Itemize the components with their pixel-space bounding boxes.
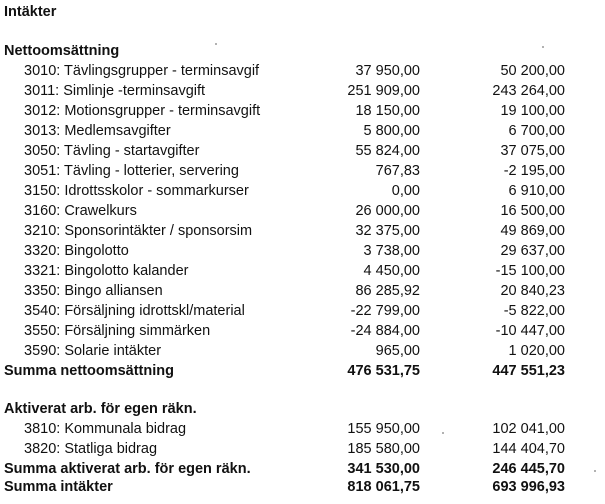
amount-previous: -10 447,00 [495,323,565,339]
page-title-row [0,2,605,22]
account-label: 3540: Försäljning idrottskl/material [24,303,245,319]
account-label: 3011: Simlinje -terminsavgift [24,83,206,99]
total-label: Summa aktiverat arb. för egen räkn. [4,461,251,477]
page-title: Intäkter [4,4,57,20]
account-label: 3350: Bingo alliansen [24,283,163,299]
amount-previous: 50 200,00 [500,63,565,79]
account-row-3012 [0,101,605,121]
account-label: 3013: Medlemsavgifter [24,123,171,139]
total-row-nettoomsattning [0,361,605,381]
scan-speck [442,432,444,434]
account-label: 3050: Tävling - startavgifter [24,143,200,159]
account-row-3051 [0,161,605,181]
amount-previous: 144 404,70 [492,441,565,457]
account-row-3320 [0,241,605,261]
account-label: 3150: Idrottsskolor - sommarkurser [24,183,249,199]
amount-current: 3 738,00 [363,243,420,259]
amount-current: 5 800,00 [363,123,420,139]
amount-current: -24 884,00 [350,323,420,339]
account-label: 3320: Bingolotto [24,243,129,259]
section-heading: Nettoomsättning [4,43,120,59]
amount-current: 37 950,00 [355,63,420,79]
account-row-3050 [0,141,605,161]
amount-previous: 6 910,00 [508,183,565,199]
amount-previous: 37 075,00 [500,143,565,159]
account-label: 3210: Sponsorintäkter / sponsorsim [24,223,253,239]
account-label: 3010: Tävlingsgrupper - terminsavgif [24,63,260,79]
section-heading-nettoomsattning [0,41,605,61]
account-row-3010 [0,61,605,81]
amount-current: -22 799,00 [350,303,420,319]
section-heading-aktiverat-arbete [0,399,605,419]
account-row-3013 [0,121,605,141]
amount-previous: -5 822,00 [503,303,565,319]
total-current: 341 530,00 [347,461,420,477]
amount-current: 767,83 [375,163,420,179]
amount-previous: 1 020,00 [508,343,565,359]
amount-previous: 243 264,00 [492,83,565,99]
amount-current: 32 375,00 [355,223,420,239]
amount-previous: 20 840,23 [500,283,565,299]
account-row-3590 [0,341,605,361]
total-label: Summa nettoomsättning [4,363,174,379]
section-heading: Aktiverat arb. för egen räkn. [4,401,197,417]
grand-total-previous: 693 996,93 [492,479,565,495]
amount-current: 26 000,00 [355,203,420,219]
account-row-3011 [0,81,605,101]
account-label: 3321: Bingolotto kalander [24,263,189,279]
account-row-3210 [0,221,605,241]
account-row-3810 [0,419,605,439]
grand-total-label: Summa intäkter [4,479,113,495]
scan-speck [542,46,544,48]
account-label: 3012: Motionsgrupper - terminsavgift [24,103,261,119]
amount-current: 155 950,00 [347,421,420,437]
scan-speck [594,470,596,472]
amount-current: 18 150,00 [355,103,420,119]
amount-current: 251 909,00 [347,83,420,99]
total-current: 476 531,75 [347,363,420,379]
amount-previous: 16 500,00 [500,203,565,219]
amount-previous: 29 637,00 [500,243,565,259]
account-row-3321 [0,261,605,281]
account-label: 3160: Crawelkurs [24,203,137,219]
account-row-3540 [0,301,605,321]
account-row-3550 [0,321,605,341]
total-previous: 246 445,70 [492,461,565,477]
account-row-3350 [0,281,605,301]
amount-current: 86 285,92 [355,283,420,299]
amount-previous: 102 041,00 [492,421,565,437]
amount-current: 0,00 [391,183,420,199]
total-previous: 447 551,23 [492,363,565,379]
grand-total-row [0,477,605,497]
total-row-aktiverat-arbete [0,459,605,479]
grand-total-current: 818 061,75 [347,479,420,495]
amount-current: 185 580,00 [347,441,420,457]
account-row-3820 [0,439,605,459]
account-row-3150 [0,181,605,201]
account-label: 3051: Tävling - lotterier, servering [24,163,239,179]
account-label: 3810: Kommunala bidrag [24,421,187,437]
scan-speck [215,43,217,45]
account-label: 3820: Statliga bidrag [24,441,158,457]
account-row-3160 [0,201,605,221]
amount-current: 4 450,00 [363,263,420,279]
amount-previous: -15 100,00 [495,263,565,279]
amount-previous: 6 700,00 [508,123,565,139]
amount-current: 965,00 [375,343,420,359]
amount-previous: 19 100,00 [500,103,565,119]
account-label: 3550: Försäljning simmärken [24,323,211,339]
amount-previous: -2 195,00 [503,163,565,179]
amount-current: 55 824,00 [355,143,420,159]
amount-previous: 49 869,00 [500,223,565,239]
account-label: 3590: Solarie intäkter [24,343,162,359]
